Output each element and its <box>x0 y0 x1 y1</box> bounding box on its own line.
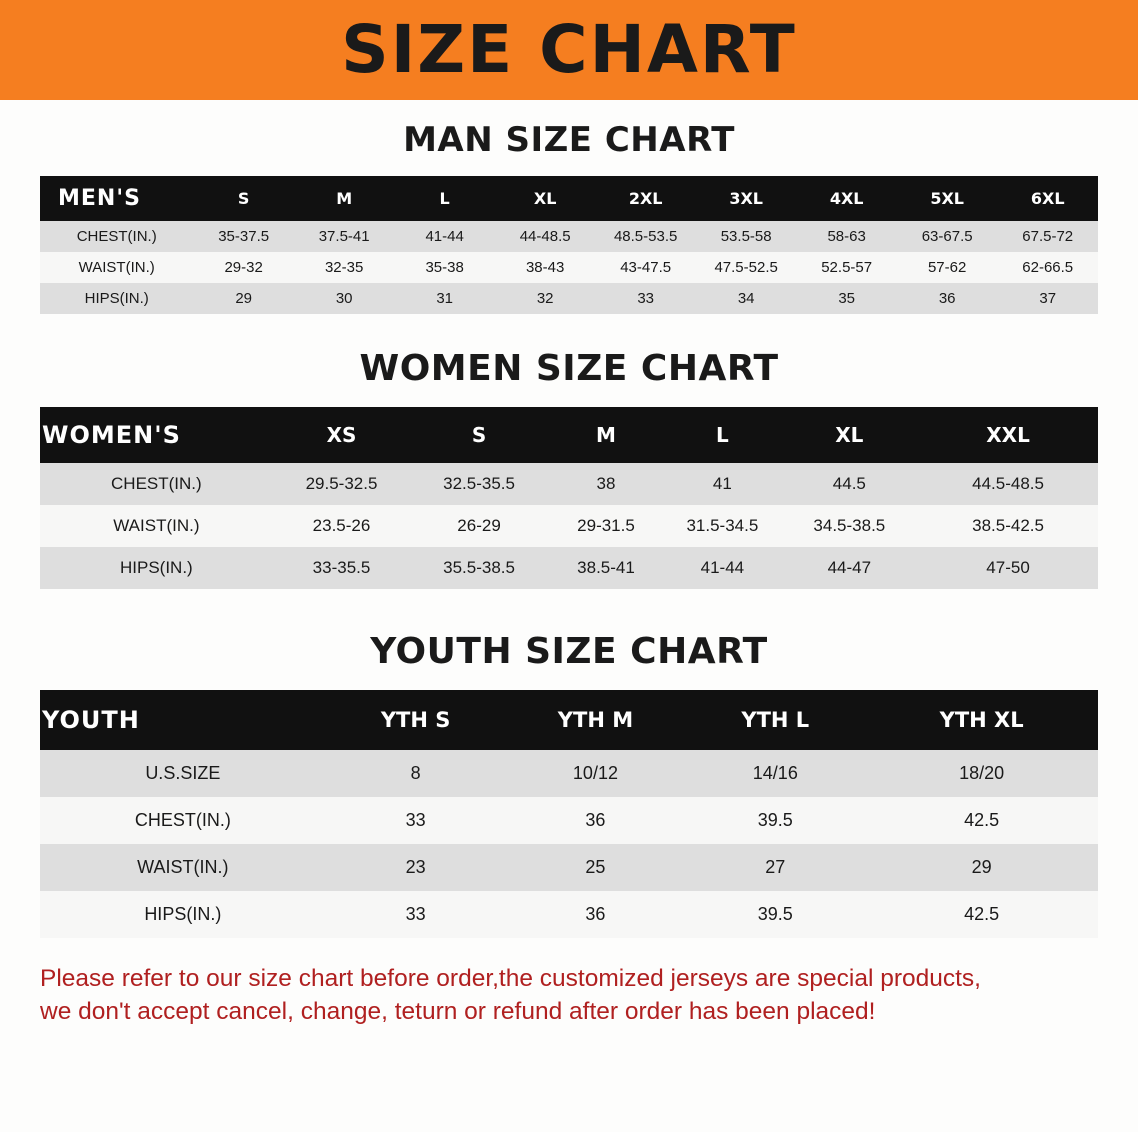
cell: 39.5 <box>685 891 865 938</box>
cell: 47.5-52.5 <box>696 252 797 283</box>
women-table-head <box>40 407 1098 463</box>
table-row <box>40 283 1098 314</box>
youth-section-title: YOUTH SIZE CHART <box>370 631 768 672</box>
cell: 38 <box>548 463 664 505</box>
cell: 35-37.5 <box>193 221 294 252</box>
cell: 35-38 <box>394 252 495 283</box>
man-section-title: MAN SIZE CHART <box>403 120 735 160</box>
man-table-wrapper <box>40 176 1098 314</box>
table-row <box>40 463 1098 505</box>
row-label: CHEST(IN.) <box>40 221 193 252</box>
table-header-row <box>40 407 1098 463</box>
cell: 37 <box>997 283 1098 314</box>
cell: 29-31.5 <box>548 505 664 547</box>
man-header-size: M <box>294 176 395 221</box>
cell: 38.5-42.5 <box>918 505 1098 547</box>
disclaimer-line-2: we don't accept cancel, change, teturn or refund after order has been placed! <box>40 998 876 1026</box>
cell: 42.5 <box>865 797 1098 844</box>
women-section-title: WOMEN SIZE CHART <box>359 348 779 389</box>
women-size-table <box>40 407 1098 589</box>
cell: 33-35.5 <box>273 547 411 589</box>
cell: 30 <box>294 283 395 314</box>
page-banner <box>0 0 1138 100</box>
cell: 38.5-41 <box>548 547 664 589</box>
cell: 57-62 <box>897 252 998 283</box>
women-header-size: M <box>548 407 664 463</box>
cell: 44-47 <box>781 547 919 589</box>
table-header-row <box>40 176 1098 221</box>
cell: 43-47.5 <box>595 252 696 283</box>
cell: 63-67.5 <box>897 221 998 252</box>
table-row <box>40 750 1098 797</box>
women-table-body <box>40 463 1098 589</box>
cell: 34.5-38.5 <box>781 505 919 547</box>
cell: 36 <box>897 283 998 314</box>
disclaimer-note <box>40 962 1098 1028</box>
cell: 44.5 <box>781 463 919 505</box>
cell: 52.5-57 <box>796 252 897 283</box>
cell: 36 <box>506 891 686 938</box>
man-header-size: L <box>394 176 495 221</box>
cell: 41-44 <box>394 221 495 252</box>
youth-header-size: YTH L <box>685 690 865 750</box>
women-header-size: L <box>664 407 780 463</box>
cell: 27 <box>685 844 865 891</box>
row-label: WAIST(IN.) <box>40 844 326 891</box>
row-label: HIPS(IN.) <box>40 283 193 314</box>
cell: 44-48.5 <box>495 221 596 252</box>
youth-table-head <box>40 690 1098 750</box>
table-row <box>40 547 1098 589</box>
table-row <box>40 505 1098 547</box>
man-header-label: MEN'S <box>40 176 193 221</box>
man-header-size: 2XL <box>595 176 696 221</box>
table-row <box>40 797 1098 844</box>
women-table-wrapper <box>40 407 1098 589</box>
table-row <box>40 844 1098 891</box>
youth-header-size: YTH XL <box>865 690 1098 750</box>
youth-header-size: YTH S <box>326 690 506 750</box>
cell: 31 <box>394 283 495 314</box>
cell: 35 <box>796 283 897 314</box>
man-size-table <box>40 176 1098 314</box>
man-header-size: XL <box>495 176 596 221</box>
cell: 18/20 <box>865 750 1098 797</box>
page-title: SIZE CHART <box>341 11 797 88</box>
row-label: WAIST(IN.) <box>40 505 273 547</box>
table-row <box>40 891 1098 938</box>
row-label: CHEST(IN.) <box>40 797 326 844</box>
cell: 42.5 <box>865 891 1098 938</box>
youth-table-body <box>40 750 1098 938</box>
cell: 32-35 <box>294 252 395 283</box>
cell: 67.5-72 <box>997 221 1098 252</box>
cell: 37.5-41 <box>294 221 395 252</box>
cell: 33 <box>595 283 696 314</box>
cell: 41 <box>664 463 780 505</box>
row-label: HIPS(IN.) <box>40 547 273 589</box>
cell: 33 <box>326 797 506 844</box>
cell: 53.5-58 <box>696 221 797 252</box>
row-label: HIPS(IN.) <box>40 891 326 938</box>
cell: 41-44 <box>664 547 780 589</box>
cell: 39.5 <box>685 797 865 844</box>
cell: 29 <box>865 844 1098 891</box>
cell: 25 <box>506 844 686 891</box>
cell: 48.5-53.5 <box>595 221 696 252</box>
man-header-size: S <box>193 176 294 221</box>
man-header-size: 5XL <box>897 176 998 221</box>
disclaimer-line-1: Please refer to our size chart before order,the customized jerseys are special products, <box>40 965 981 992</box>
youth-header-label: YOUTH <box>40 690 326 750</box>
row-label: CHEST(IN.) <box>40 463 273 505</box>
man-table-body <box>40 221 1098 314</box>
women-header-size: XS <box>273 407 411 463</box>
cell: 32.5-35.5 <box>410 463 548 505</box>
cell: 10/12 <box>506 750 686 797</box>
cell: 14/16 <box>685 750 865 797</box>
cell: 26-29 <box>410 505 548 547</box>
row-label: WAIST(IN.) <box>40 252 193 283</box>
cell: 62-66.5 <box>997 252 1098 283</box>
table-row <box>40 221 1098 252</box>
cell: 8 <box>326 750 506 797</box>
women-header-size: XL <box>781 407 919 463</box>
women-header-size: S <box>410 407 548 463</box>
women-header-size: XXL <box>918 407 1098 463</box>
cell: 35.5-38.5 <box>410 547 548 589</box>
cell: 58-63 <box>796 221 897 252</box>
youth-table-wrapper <box>40 690 1098 938</box>
cell: 29 <box>193 283 294 314</box>
cell: 36 <box>506 797 686 844</box>
youth-size-table <box>40 690 1098 938</box>
cell: 47-50 <box>918 547 1098 589</box>
table-row <box>40 252 1098 283</box>
cell: 29-32 <box>193 252 294 283</box>
youth-header-size: YTH M <box>506 690 686 750</box>
man-header-size: 6XL <box>997 176 1098 221</box>
man-header-size: 3XL <box>696 176 797 221</box>
cell: 31.5-34.5 <box>664 505 780 547</box>
cell: 29.5-32.5 <box>273 463 411 505</box>
cell: 34 <box>696 283 797 314</box>
cell: 23.5-26 <box>273 505 411 547</box>
table-header-row <box>40 690 1098 750</box>
cell: 44.5-48.5 <box>918 463 1098 505</box>
cell: 32 <box>495 283 596 314</box>
row-label: U.S.SIZE <box>40 750 326 797</box>
cell: 23 <box>326 844 506 891</box>
women-header-label: WOMEN'S <box>40 407 273 463</box>
cell: 33 <box>326 891 506 938</box>
man-table-head <box>40 176 1098 221</box>
man-header-size: 4XL <box>796 176 897 221</box>
cell: 38-43 <box>495 252 596 283</box>
